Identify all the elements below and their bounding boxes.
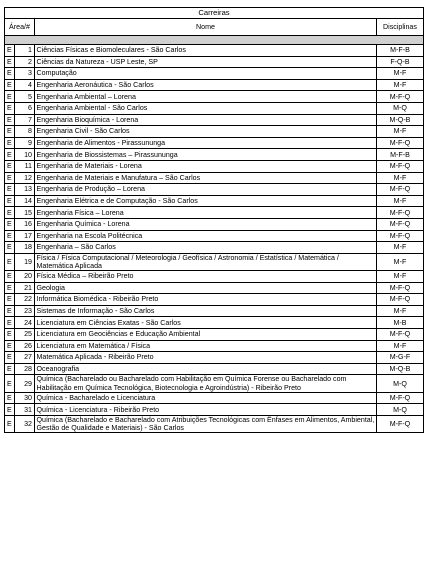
number-cell: 5 <box>15 91 35 103</box>
number-cell: 26 <box>15 340 35 352</box>
number-cell: 18 <box>15 242 35 254</box>
table-row <box>5 160 424 172</box>
name-cell: Química - Licenciatura - Ribeirão Preto <box>35 404 377 416</box>
number-cell: 25 <box>15 329 35 341</box>
table-row <box>5 340 424 352</box>
name-cell: Engenharia Elétrica e de Computação - São Carlos <box>35 195 377 207</box>
number-cell: 12 <box>15 172 35 184</box>
number-cell: 31 <box>15 404 35 416</box>
name-cell: Oceanografia <box>35 363 377 375</box>
disciplinas-cell: M-F-B <box>376 149 423 161</box>
number-cell: 9 <box>15 137 35 149</box>
disciplinas-cell: M-G-F <box>376 352 423 364</box>
area-cell: E <box>5 253 15 270</box>
area-cell: E <box>5 172 15 184</box>
area-cell: E <box>5 160 15 172</box>
disciplinas-cell: F-Q-B <box>376 56 423 68</box>
number-cell: 19 <box>15 253 35 270</box>
disciplinas-cell: M-F <box>376 68 423 80</box>
table-row <box>5 305 424 317</box>
name-cell: Química (Bacharelado e Bacharelado com Atribuições Tecnológicas com Ênfases em Alimentos, Ambiental, Gestão de Qualidade e Materiais) - São Carlos <box>35 416 377 433</box>
area-cell: E <box>5 340 15 352</box>
area-cell: E <box>5 282 15 294</box>
number-cell: 11 <box>15 160 35 172</box>
name-cell: Ciências Físicas e Biomoleculares - São Carlos <box>35 45 377 57</box>
table-row <box>5 329 424 341</box>
careers-table <box>4 7 424 433</box>
name-cell: Engenharia Ambiental – Lorena <box>35 91 377 103</box>
area-cell: E <box>5 305 15 317</box>
name-cell: Informática Biomédica - Ribeirão Preto <box>35 294 377 306</box>
area-cell: E <box>5 352 15 364</box>
disciplinas-cell: M-F-B <box>376 45 423 57</box>
area-cell: E <box>5 126 15 138</box>
table-row <box>5 230 424 242</box>
number-cell: 28 <box>15 363 35 375</box>
disciplinas-cell: M-Q <box>376 404 423 416</box>
name-cell: Computação <box>35 68 377 80</box>
disciplinas-cell: M-F <box>376 195 423 207</box>
name-cell: Física Médica – Ribeirão Preto <box>35 271 377 283</box>
gray-separator-cell <box>5 36 424 45</box>
disciplinas-cell: M-F <box>376 242 423 254</box>
disciplinas-cell: M-F-Q <box>376 416 423 433</box>
area-cell: E <box>5 79 15 91</box>
disciplinas-cell: M-F-Q <box>376 294 423 306</box>
table-row <box>5 56 424 68</box>
name-cell: Engenharia na Escola Politécnica <box>35 230 377 242</box>
number-cell: 3 <box>15 68 35 80</box>
name-cell: Engenharia de Alimentos - Pirassununga <box>35 137 377 149</box>
area-cell: E <box>5 68 15 80</box>
name-cell: Licenciatura em Matemática / Física <box>35 340 377 352</box>
number-cell: 30 <box>15 392 35 404</box>
number-cell: 20 <box>15 271 35 283</box>
area-cell: E <box>5 45 15 57</box>
area-cell: E <box>5 91 15 103</box>
name-cell: Geologia <box>35 282 377 294</box>
number-cell: 6 <box>15 102 35 114</box>
disciplinas-cell: M-F <box>376 305 423 317</box>
disciplinas-cell: M-F <box>376 172 423 184</box>
disciplinas-cell: M-Q-B <box>376 363 423 375</box>
disciplinas-cell: M-F <box>376 126 423 138</box>
name-cell: Licenciatura em Ciências Exatas - São Carlos <box>35 317 377 329</box>
name-cell: Engenharia Bioquímica - Lorena <box>35 114 377 126</box>
number-cell: 10 <box>15 149 35 161</box>
table-row <box>5 375 424 392</box>
table-row <box>5 195 424 207</box>
name-cell: Licenciatura em Geociências e Educação Ambiental <box>35 329 377 341</box>
area-cell: E <box>5 56 15 68</box>
name-cell: Sistemas de Informação - São Carlos <box>35 305 377 317</box>
name-cell: Química - Bacharelado e Licenciatura <box>35 392 377 404</box>
number-cell: 27 <box>15 352 35 364</box>
table-row <box>5 45 424 57</box>
disciplinas-cell: M-F <box>376 79 423 91</box>
table-row <box>5 352 424 364</box>
table-row <box>5 79 424 91</box>
number-cell: 32 <box>15 416 35 433</box>
area-cell: E <box>5 195 15 207</box>
area-cell: E <box>5 149 15 161</box>
number-cell: 23 <box>15 305 35 317</box>
name-cell: Ciências da Natureza - USP Leste, SP <box>35 56 377 68</box>
area-cell: E <box>5 416 15 433</box>
disciplinas-cell: M-F-Q <box>376 329 423 341</box>
name-cell: Engenharia Física – Lorena <box>35 207 377 219</box>
number-cell: 13 <box>15 184 35 196</box>
disciplinas-cell: M-F <box>376 253 423 270</box>
name-cell: Engenharia de Biossistemas – Pirassununga <box>35 149 377 161</box>
area-cell: E <box>5 392 15 404</box>
table-row <box>5 91 424 103</box>
header-disciplinas: Disciplinas <box>376 19 423 36</box>
area-cell: E <box>5 363 15 375</box>
table-body <box>5 45 424 433</box>
area-cell: E <box>5 230 15 242</box>
table-row <box>5 68 424 80</box>
name-cell: Matemática Aplicada - Ribeirão Preto <box>35 352 377 364</box>
disciplinas-cell: M-F-Q <box>376 137 423 149</box>
area-cell: E <box>5 207 15 219</box>
careers-table-container <box>4 7 424 433</box>
area-cell: E <box>5 242 15 254</box>
table-row <box>5 416 424 433</box>
disciplinas-cell: M-F-Q <box>376 91 423 103</box>
disciplinas-cell: M-F-Q <box>376 282 423 294</box>
table-row <box>5 404 424 416</box>
gray-separator-row <box>5 36 424 45</box>
number-cell: 7 <box>15 114 35 126</box>
disciplinas-cell: M-B <box>376 317 423 329</box>
table-row <box>5 317 424 329</box>
disciplinas-cell: M-Q <box>376 375 423 392</box>
disciplinas-cell: M-F-Q <box>376 207 423 219</box>
area-cell: E <box>5 184 15 196</box>
table-row <box>5 102 424 114</box>
name-cell: Engenharia de Produção – Lorena <box>35 184 377 196</box>
name-cell: Engenharia Civil - São Carlos <box>35 126 377 138</box>
table-row <box>5 392 424 404</box>
table-row <box>5 294 424 306</box>
area-cell: E <box>5 271 15 283</box>
disciplinas-cell: M-Q-B <box>376 114 423 126</box>
number-cell: 2 <box>15 56 35 68</box>
number-cell: 8 <box>15 126 35 138</box>
number-cell: 14 <box>15 195 35 207</box>
name-cell: Física / Física Computacional / Meteorologia / Geofísica / Astronomia / Estatística / Matemática / Matemática Aplicada <box>35 253 377 270</box>
header-area: Área/# <box>5 19 35 36</box>
area-cell: E <box>5 317 15 329</box>
table-title: Carreiras <box>5 8 424 19</box>
name-cell: Engenharia Aeronáutica - São Carlos <box>35 79 377 91</box>
table-row <box>5 126 424 138</box>
name-cell: Química (Bacharelado ou Bacharelado com Habilitação em Química Forense ou Bacharelado com Habilitação em Química Tecnológica, Biotecnologia e Agroindústria) - Ribeirão Preto <box>35 375 377 392</box>
table-row <box>5 149 424 161</box>
name-cell: Engenharia – São Carlos <box>35 242 377 254</box>
name-cell: Engenharia Química - Lorena <box>35 218 377 230</box>
table-row <box>5 363 424 375</box>
name-cell: Engenharia Ambiental - São Carlos <box>35 102 377 114</box>
disciplinas-cell: M-F-Q <box>376 392 423 404</box>
disciplinas-cell: M-F-Q <box>376 230 423 242</box>
number-cell: 29 <box>15 375 35 392</box>
area-cell: E <box>5 114 15 126</box>
table-row <box>5 218 424 230</box>
number-cell: 15 <box>15 207 35 219</box>
table-row <box>5 114 424 126</box>
table-row <box>5 172 424 184</box>
table-row <box>5 282 424 294</box>
area-cell: E <box>5 375 15 392</box>
area-cell: E <box>5 218 15 230</box>
table-row <box>5 253 424 270</box>
disciplinas-cell: M-F <box>376 271 423 283</box>
area-cell: E <box>5 329 15 341</box>
number-cell: 17 <box>15 230 35 242</box>
area-cell: E <box>5 404 15 416</box>
table-row <box>5 137 424 149</box>
area-cell: E <box>5 137 15 149</box>
disciplinas-cell: M-F-Q <box>376 160 423 172</box>
name-cell: Engenharia de Materiais - Lorena <box>35 160 377 172</box>
disciplinas-cell: M-F-Q <box>376 218 423 230</box>
number-cell: 4 <box>15 79 35 91</box>
number-cell: 22 <box>15 294 35 306</box>
disciplinas-cell: M-Q <box>376 102 423 114</box>
number-cell: 16 <box>15 218 35 230</box>
number-cell: 21 <box>15 282 35 294</box>
disciplinas-cell: M-F <box>376 340 423 352</box>
table-row <box>5 242 424 254</box>
disciplinas-cell: M-F-Q <box>376 184 423 196</box>
name-cell: Engenharia de Materiais e Manufatura – São Carlos <box>35 172 377 184</box>
table-row <box>5 271 424 283</box>
table-row <box>5 184 424 196</box>
number-cell: 1 <box>15 45 35 57</box>
table-row <box>5 207 424 219</box>
header-name: Nome <box>35 19 377 36</box>
number-cell: 24 <box>15 317 35 329</box>
area-cell: E <box>5 102 15 114</box>
area-cell: E <box>5 294 15 306</box>
